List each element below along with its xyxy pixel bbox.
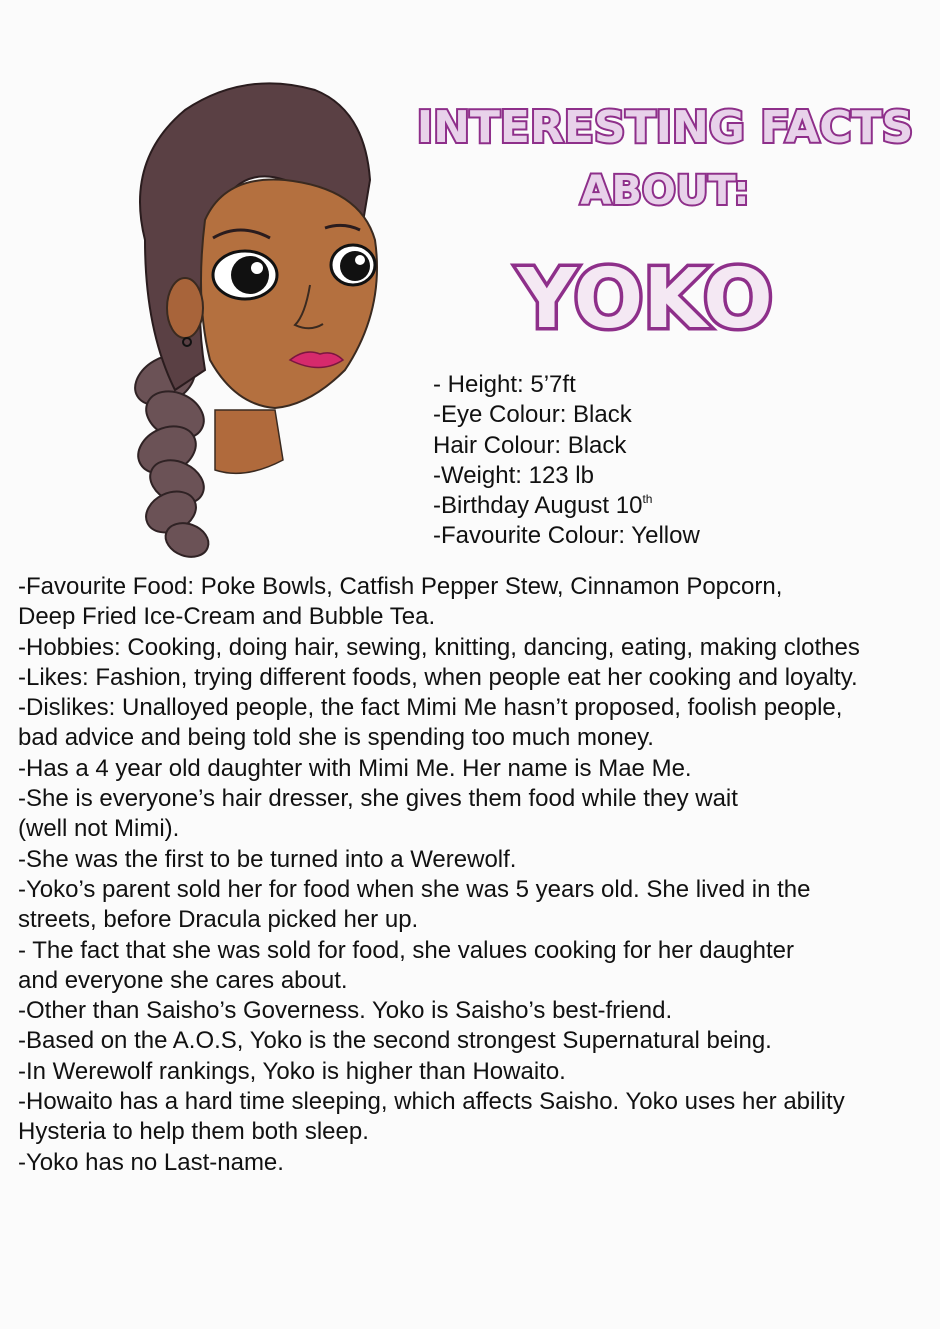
birthday-suffix: th (642, 492, 653, 507)
birthday-text: -Birthday August 10 (433, 492, 643, 520)
title-line-1: INTERESTING FACTS (416, 102, 914, 153)
fact-line: -Dislikes: Unalloyed people, the fact Mimi Me hasn’t proposed, foolish people, (18, 694, 843, 722)
stat-height: - Height: 5’7ft (433, 371, 576, 398)
stat-favourite-colour: -Favourite Colour: Yellow (433, 522, 700, 550)
character-portrait (105, 70, 405, 565)
fact-line: -Howaito has a hard time sleeping, which affects Saisho. Yoko uses her ability (18, 1088, 845, 1116)
fact-line: -Yoko has no Last-name. (18, 1148, 284, 1176)
facts-list (18, 572, 933, 1178)
left-eye (213, 251, 277, 299)
fact-line: -Hobbies: Cooking, doing hair, sewing, knitting, dancing, eating, making clothes (18, 633, 860, 661)
page-title (400, 92, 930, 352)
fact-line: -Likes: Fashion, trying different foods, when people eat her cooking and loyalty. (18, 663, 858, 691)
character-name: YOKO (517, 252, 773, 347)
stat-birthday (433, 491, 700, 521)
fact-line: -Based on the A.O.S, Yoko is the second strongest Supernatural being. (18, 1027, 772, 1055)
title-line-2: ABOUT: (580, 168, 750, 214)
stat-eye-colour: -Eye Colour: Black (433, 401, 632, 429)
fact-line: -She was the first to be turned into a Werewolf. (18, 845, 517, 873)
stat-hair-colour: Hair Colour: Black (433, 431, 627, 459)
stats-list (433, 370, 700, 552)
fact-line: bad advice and being told she is spending too much money. (18, 724, 654, 752)
fact-line: Hysteria to help them both sleep. (18, 1118, 369, 1146)
fact-line: and everyone she cares about. (18, 966, 348, 994)
fact-line: -Yoko’s parent sold her for food when she was 5 years old. She lived in the (18, 875, 811, 903)
ear (167, 278, 203, 338)
fact-line: -Other than Saisho’s Governess. Yoko is Saisho’s best-friend. (18, 997, 673, 1025)
neck (215, 410, 283, 473)
fact-line: (well not Mimi). (18, 815, 180, 843)
fact-line: Deep Fried Ice-Cream and Bubble Tea. (18, 603, 436, 631)
fact-line: streets, before Dracula picked her up. (18, 906, 419, 934)
fact-line: -She is everyone’s hair dresser, she gives them food while they wait (18, 785, 738, 813)
fact-line: - The fact that she was sold for food, she values cooking for her daughter (18, 936, 795, 964)
fact-line: -Has a 4 year old daughter with Mimi Me. Her name is Mae Me. (18, 754, 692, 782)
right-eye (331, 245, 375, 285)
fact-line: -Favourite Food: Poke Bowls, Catfish Pepper Stew, Cinnamon Popcorn, (18, 573, 783, 600)
stat-weight: -Weight: 123 lb (433, 461, 594, 489)
fact-line: -In Werewolf rankings, Yoko is higher than Howaito. (18, 1057, 566, 1085)
